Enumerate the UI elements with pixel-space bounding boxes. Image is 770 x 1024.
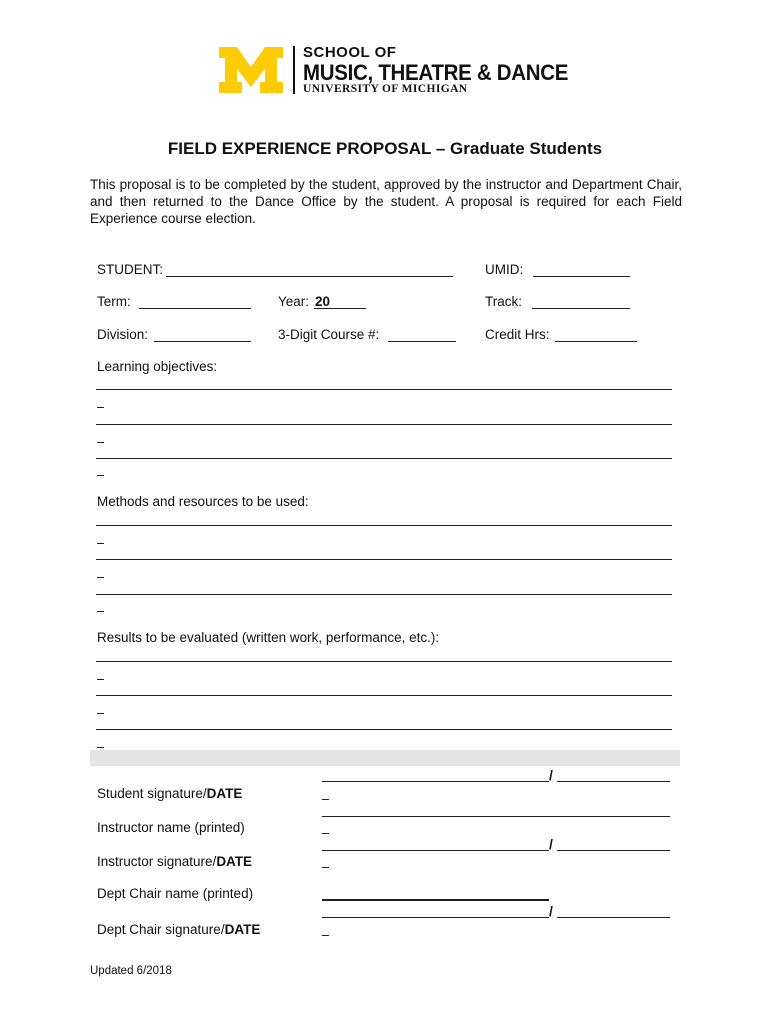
results-line-dash [97, 679, 104, 680]
instructor-date-separator: / [549, 836, 553, 852]
instructor-date-field[interactable] [557, 850, 670, 851]
objectives-line-dash [97, 407, 104, 408]
track-label: Track: [485, 294, 522, 309]
student-date-text: DATE [206, 786, 243, 801]
results-line-dash [97, 713, 104, 714]
page-title: FIELD EXPERIENCE PROPOSAL – Graduate Students [167, 139, 603, 158]
intro-paragraph: This proposal is to be completed by the student, approved by the instructor and Department Chair, and then returned to the Dance Office by the student. A proposal is required for each Field Experience course election. [90, 177, 682, 226]
methods-line[interactable] [96, 525, 672, 526]
logo-university: UNIVERSITY OF MICHIGAN [303, 83, 468, 95]
umid-field[interactable] [533, 262, 630, 277]
instructor-signature-field[interactable] [322, 850, 549, 851]
footer-updated: Updated 6/2018 [90, 965, 172, 977]
results-line[interactable] [96, 661, 672, 662]
signature-dash [322, 833, 329, 834]
objectives-line[interactable] [96, 458, 672, 459]
chair-name-label: Dept Chair name (printed) [97, 886, 254, 901]
student-date-separator: / [549, 767, 553, 783]
umid-label: UMID: [485, 262, 524, 277]
chair-date-separator: / [549, 903, 553, 919]
logo-school-of: SCHOOL OF [303, 44, 397, 61]
objectives-line[interactable] [96, 424, 672, 425]
credit-hours-field[interactable] [555, 327, 637, 342]
instructor-name-field[interactable] [322, 816, 670, 817]
results-label: Results to be evaluated (written work, performance, etc.): [97, 630, 440, 645]
chair-signature-field[interactable] [322, 917, 549, 918]
methods-line-dash [97, 577, 104, 578]
methods-label: Methods and resources to be used: [97, 494, 309, 509]
results-line-dash [97, 747, 104, 748]
results-line[interactable] [96, 729, 672, 730]
student-date-field[interactable] [557, 781, 670, 782]
credit-hours-label: Credit Hrs: [485, 327, 550, 342]
division-label: Division: [97, 327, 149, 342]
objectives-label: Learning objectives: [97, 359, 218, 374]
signature-dash [322, 935, 329, 936]
methods-line-dash [97, 611, 104, 612]
section-divider-bar [90, 750, 680, 766]
year-prefix: 20 [315, 294, 331, 309]
objectives-line[interactable] [96, 389, 672, 390]
year-label: Year: [278, 294, 310, 309]
term-field[interactable] [139, 294, 251, 309]
instructor-signature-label [97, 854, 252, 869]
student-field[interactable] [166, 262, 453, 277]
student-signature-text: Student signature/ [97, 786, 207, 801]
student-label: STUDENT: [97, 262, 164, 277]
objectives-line-dash [97, 442, 104, 443]
logo-school-name: MUSIC, THEATRE & DANCE [303, 60, 569, 85]
methods-line[interactable] [96, 594, 672, 595]
chair-signature-text: Dept Chair signature/ [97, 922, 225, 937]
term-label: Term: [97, 294, 131, 309]
division-field[interactable] [154, 327, 251, 342]
signature-dash [322, 867, 329, 868]
track-field[interactable] [532, 294, 630, 309]
year-field[interactable] [314, 294, 366, 309]
course-number-field[interactable] [388, 327, 456, 342]
signature-dash [322, 799, 329, 800]
chair-date-field[interactable] [557, 917, 670, 918]
student-signature-label [97, 786, 242, 801]
results-line[interactable] [96, 695, 672, 696]
objectives-line-dash [97, 475, 104, 476]
methods-line-dash [97, 543, 104, 544]
instructor-name-label: Instructor name (printed) [97, 820, 245, 835]
course-number-label: 3-Digit Course #: [278, 327, 380, 342]
instructor-date-text: DATE [216, 854, 253, 869]
chair-signature-label [97, 922, 260, 937]
chair-name-field[interactable] [322, 899, 549, 901]
student-signature-field[interactable] [322, 781, 549, 782]
methods-line[interactable] [96, 559, 672, 560]
logo-divider [293, 46, 295, 94]
chair-date-text: DATE [224, 922, 261, 937]
university-block-m-logo [219, 47, 283, 93]
instructor-signature-text: Instructor signature/ [97, 854, 217, 869]
